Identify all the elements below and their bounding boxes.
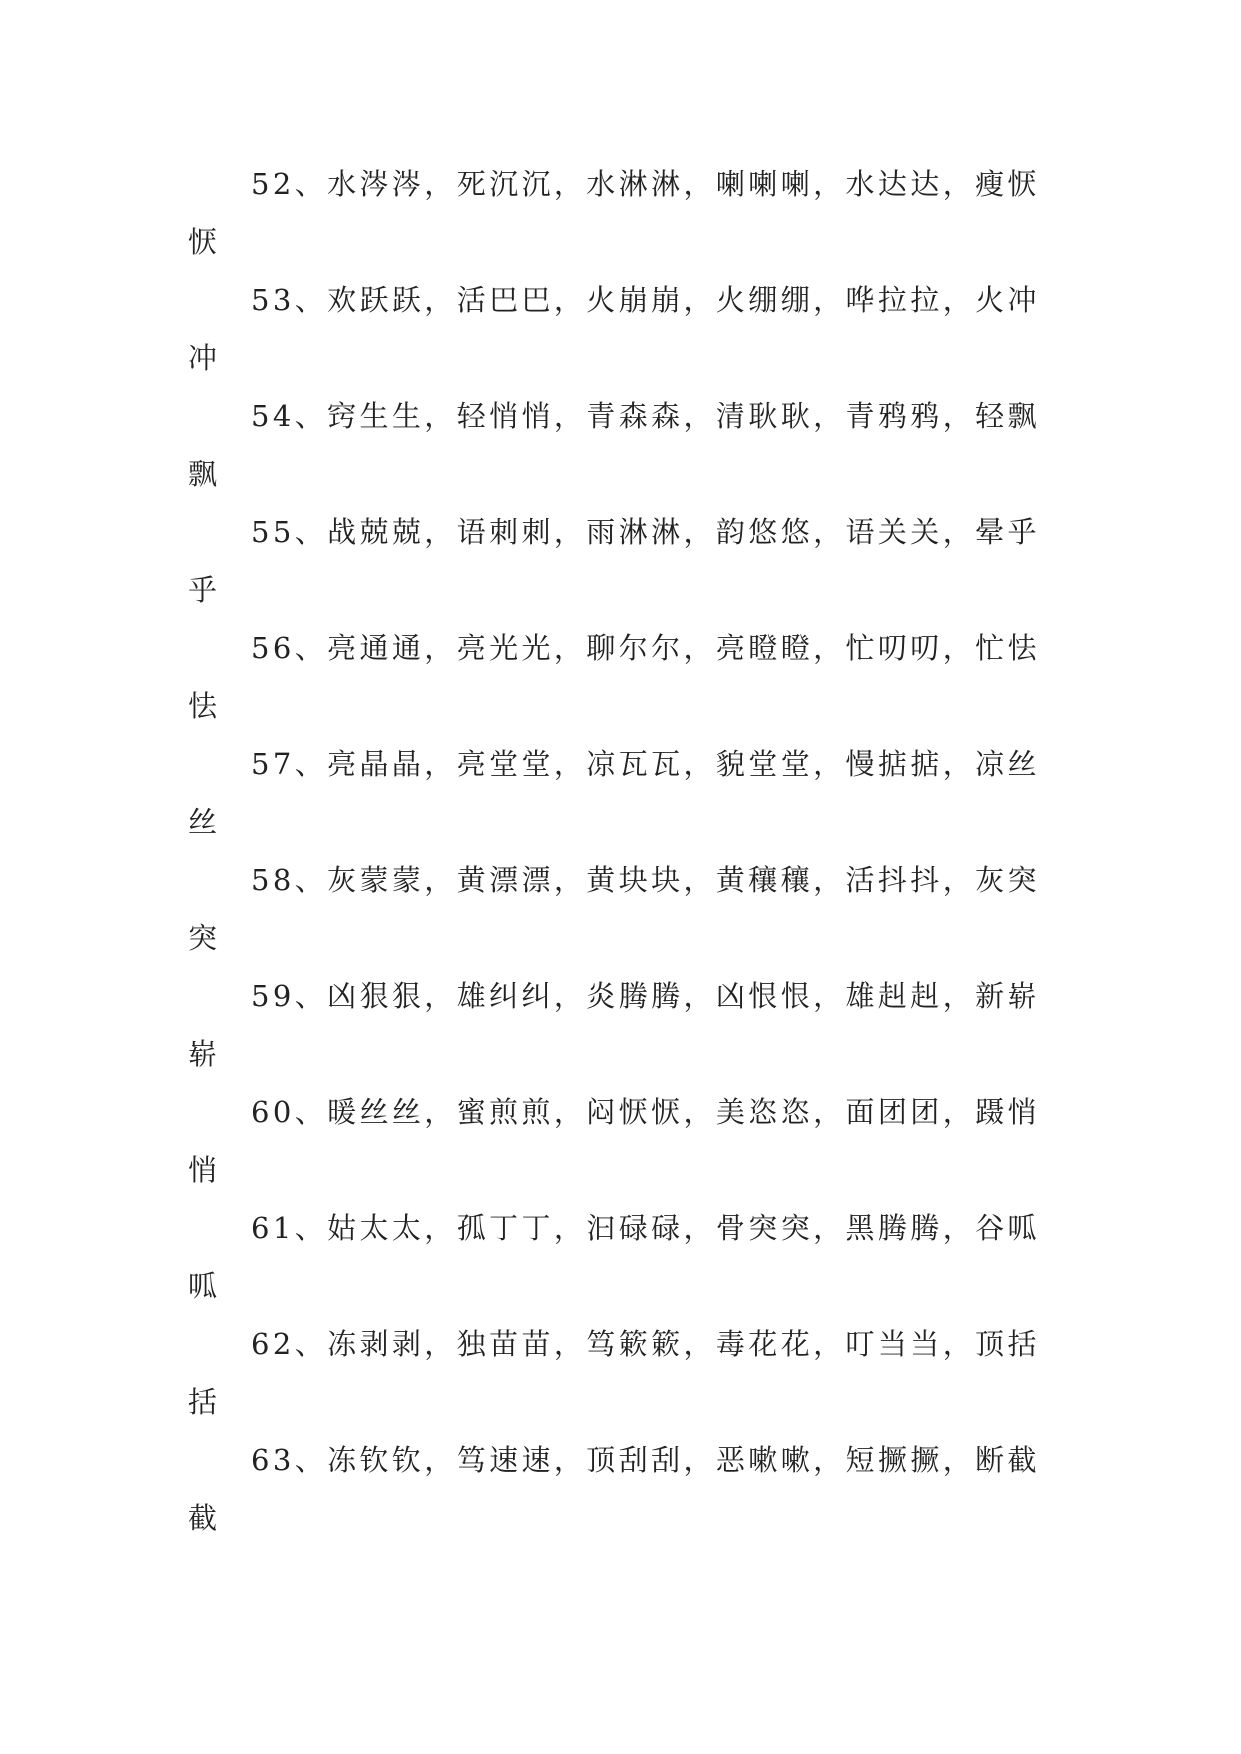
list-item-line: 54、窍生生，轻悄悄，青森森，清耿耿，青鸦鸦，轻飘 (251, 399, 1040, 433)
list-item-wrap: 恹 (188, 225, 221, 259)
list-item-wrap: 崭 (188, 1037, 221, 1071)
list-item-wrap: 突 (188, 921, 221, 955)
list-item (188, 387, 1048, 503)
list-item-line: 60、暖丝丝，蜜煎煎，闷恹恹，美恣恣，面团团，蹑悄 (251, 1095, 1040, 1129)
list-item (188, 1315, 1048, 1431)
list-item-line: 61、姑太太，孤丁丁，汩碌碌，骨突突，黑腾腾，谷呱 (251, 1211, 1040, 1245)
list-item-wrap: 截 (188, 1501, 221, 1535)
list-item-wrap: 怯 (188, 689, 221, 723)
list-item-wrap: 丝 (188, 805, 221, 839)
reduplicated-word-list (188, 155, 1048, 1547)
list-item (188, 851, 1048, 967)
list-item (188, 1199, 1048, 1315)
list-item-line: 62、冻剥剥，独苗苗，笃簌簌，毒花花，叮当当，顶括 (251, 1327, 1040, 1361)
list-item-wrap: 括 (188, 1385, 221, 1419)
list-item-line: 57、亮晶晶，亮堂堂，凉瓦瓦，貌堂堂，慢掂掂，凉丝 (251, 747, 1040, 781)
list-item-wrap: 冲 (188, 341, 221, 375)
list-item (188, 967, 1048, 1083)
list-item-wrap: 乎 (188, 573, 221, 607)
list-item (188, 271, 1048, 387)
list-item (188, 1083, 1048, 1199)
list-item (188, 155, 1048, 271)
list-item-wrap: 飘 (188, 457, 221, 491)
list-item-line: 56、亮通通，亮光光，聊尔尔，亮瞪瞪，忙叨叨，忙怯 (251, 631, 1040, 665)
list-item-line: 58、灰蒙蒙，黄漂漂，黄块块，黄穰穰，活抖抖，灰突 (251, 863, 1040, 897)
list-item-wrap: 呱 (188, 1269, 221, 1303)
list-item-line: 53、欢跃跃，活巴巴，火崩崩，火绷绷，哗拉拉，火冲 (251, 283, 1040, 317)
list-item-line: 55、战兢兢，语刺刺，雨淋淋，韵悠悠，语关关，晕乎 (251, 515, 1040, 549)
list-item (188, 619, 1048, 735)
list-item-line: 52、水涔涔，死沉沉，水淋淋，喇喇喇，水达达，瘦恹 (251, 167, 1040, 201)
list-item (188, 1431, 1048, 1547)
list-item (188, 503, 1048, 619)
list-item-line: 63、冻钦钦，笃速速，顶刮刮，恶嗽嗽，短撅撅，断截 (251, 1443, 1040, 1477)
list-item (188, 735, 1048, 851)
list-item-line: 59、凶狠狠，雄纠纠，炎腾腾，凶恨恨，雄赳赳，新崭 (251, 979, 1040, 1013)
list-item-wrap: 悄 (188, 1153, 221, 1187)
